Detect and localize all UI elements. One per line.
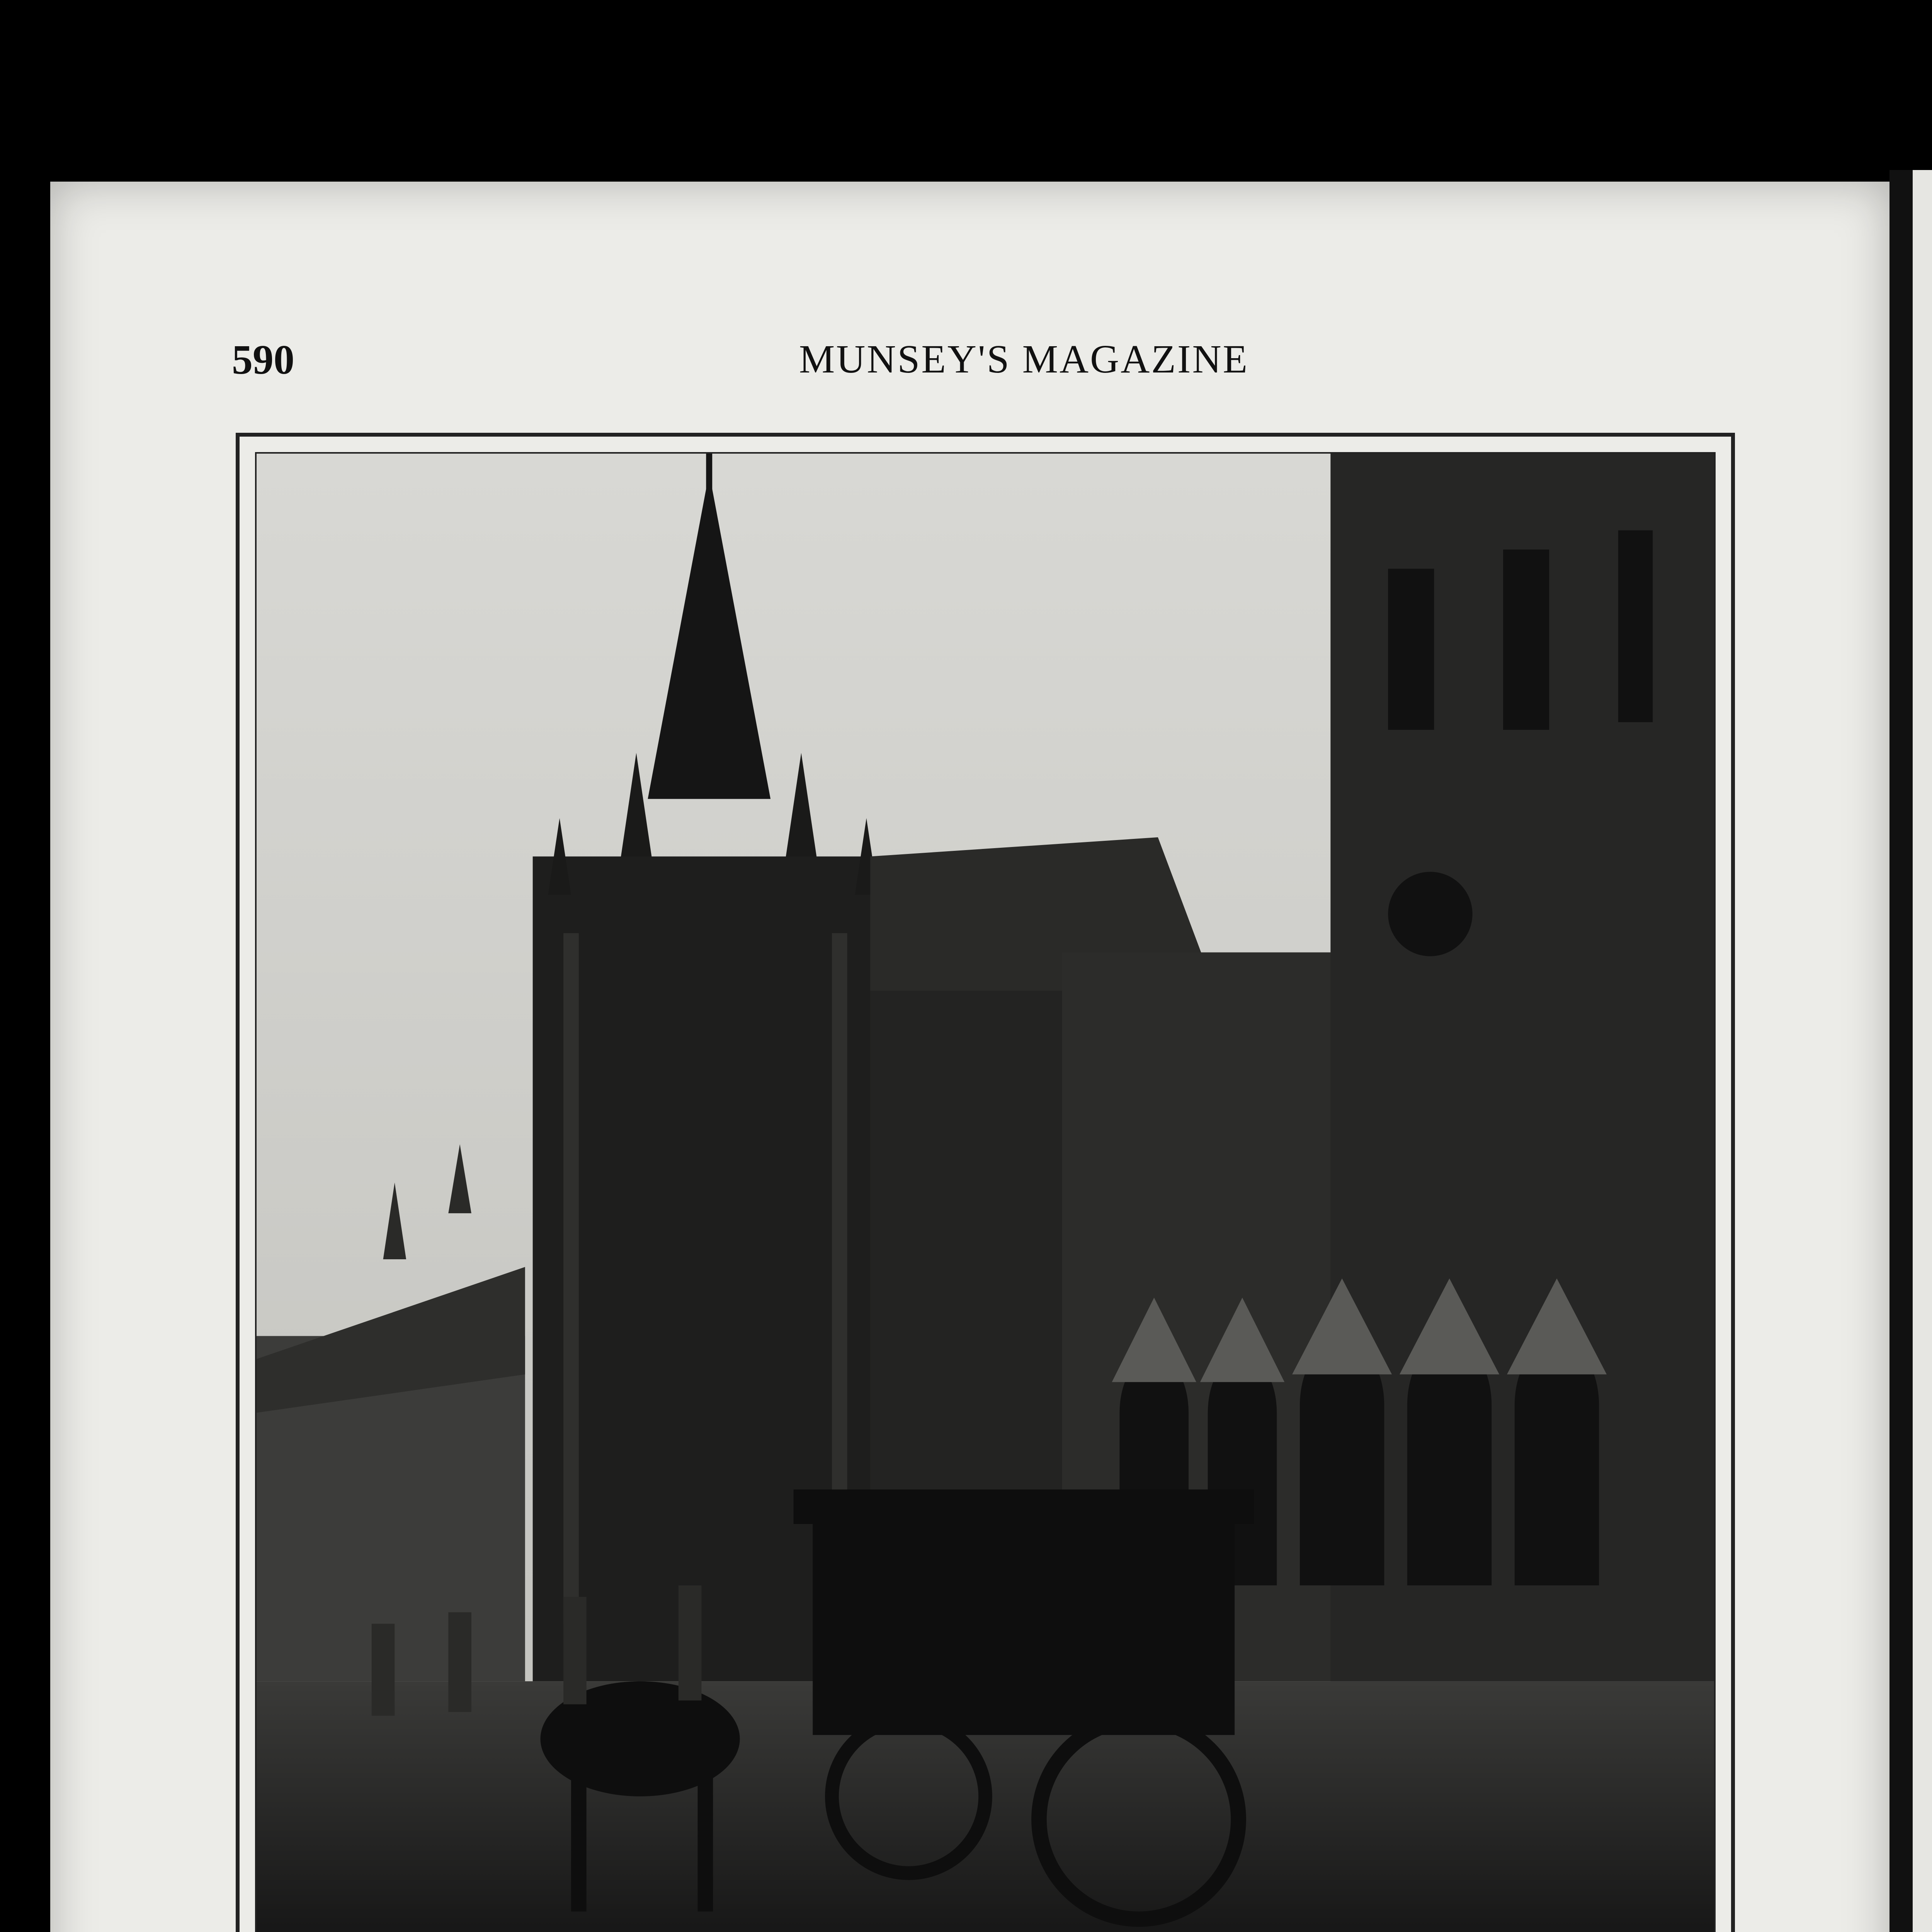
station-photograph (255, 452, 1716, 1932)
victoria-station-illustration (257, 454, 1714, 1932)
page-gutter-shadow (1889, 170, 1913, 1932)
facing-page-edge (1913, 170, 1932, 1932)
page-header (232, 336, 1739, 386)
running-head: MUNSEY'S MAGAZINE (799, 337, 1249, 381)
page-number: 590 (232, 337, 294, 383)
photo-frame (236, 433, 1735, 1932)
